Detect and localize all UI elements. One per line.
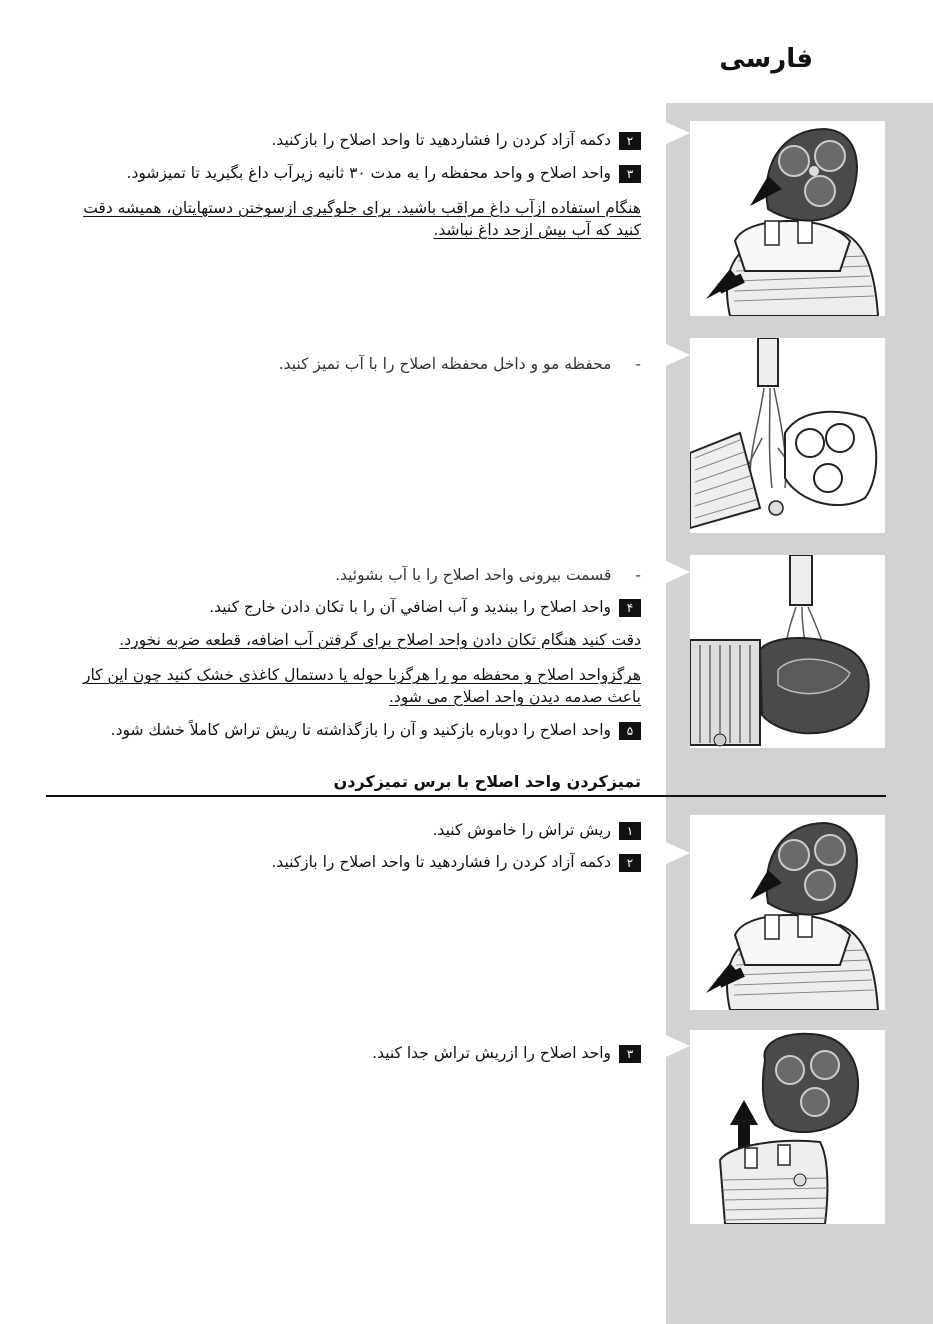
step-text: واحد اصلاح را ببندید و آب اضافي آن را با تکان دادن خارج کنید.	[209, 598, 611, 616]
step-4-close-shake	[209, 595, 641, 619]
step-text: ریش تراش را خاموش کنید.	[432, 821, 611, 839]
step-number: ۵	[619, 722, 641, 740]
step-1-switch-off	[433, 818, 642, 842]
illustration-remove-shaving-unit	[690, 1030, 885, 1224]
bullet-dash: -	[635, 566, 641, 584]
pointer-arrow	[666, 122, 690, 144]
section-divider	[46, 795, 886, 797]
caution-towel-line2: باعث صدمه دیدن واحد اصلاح می شود.	[389, 688, 641, 706]
step-number: ۲	[619, 854, 641, 872]
bullet-rinse-hair-chamber	[279, 352, 641, 376]
step-number: ۲	[619, 132, 641, 150]
step-text: واحد اصلاح و واحد محفظه را به مدت ۳۰ ثانیه زیرآب داغ بگیرید تا تمیزشود.	[126, 164, 611, 182]
step-3-hot-water	[127, 161, 641, 185]
step-text: دکمه آزاد کردن را فشاردهید تا واحد اصلاح را بازکنید.	[271, 853, 611, 871]
caution-towel-line1: هرگزواحد اصلاح و محفظه مو را هرگزبا حوله یا دستمال کاغذی خشک کنید چون این کار	[82, 666, 641, 684]
illustration-open-head	[690, 121, 885, 316]
step-text: دکمه آزاد کردن را فشاردهید تا واحد اصلاح را بازکنید.	[271, 131, 611, 149]
illustration-rinse-hair-chamber	[690, 338, 885, 533]
step-number: ۱	[619, 822, 641, 840]
bullet-text: محفظه مو و داخل محفظه اصلاح را با آب تمیز کنید.	[278, 355, 612, 373]
pointer-arrow	[666, 1035, 690, 1057]
step-text: واحد اصلاح را ازریش تراش جدا کنید.	[372, 1044, 611, 1062]
pointer-arrow	[666, 561, 690, 583]
step-2-release-button	[271, 128, 641, 152]
step-5-dry	[111, 718, 641, 742]
pointer-arrow	[666, 344, 690, 366]
step-3-remove-unit	[372, 1041, 641, 1065]
caution-shaking: دقت کنید هنگام تکان دادن واحد اصلاح برای گرفتن آب اضافه، قطعه ضربه نخورد.	[119, 631, 641, 649]
illustration-open-head-brush	[690, 815, 885, 1010]
pointer-arrow	[666, 842, 690, 864]
illustration-rinse-shaving-unit	[690, 555, 885, 748]
step-2-release-button	[271, 850, 641, 874]
step-number: ۳	[619, 1045, 641, 1063]
hot-water-warning-line2: کنید که آب بیش ازحد داغ نباشد.	[433, 221, 641, 239]
step-number: ۴	[619, 599, 641, 617]
step-number: ۳	[619, 165, 641, 183]
bullet-dash: -	[635, 355, 641, 373]
step-text: واحد اصلاح را دوباره بازکنید و آن را بازگذاشته تا ریش تراش کاملاً خشك شود.	[110, 721, 611, 739]
hot-water-warning-line1: هنگام استفاده ازآب داغ مراقب باشید. برای جلوگیری ازسوختن دستهایتان، همیشه دقت	[83, 199, 641, 217]
section-heading-brush-cleaning: تمیزکردن واحد اصلاح با برس تمیزکردن	[333, 772, 641, 791]
language-title: فارسی	[719, 44, 813, 74]
bullet-text: قسمت بیرونی واحد اصلاح را با آب بشوئید.	[335, 566, 612, 584]
bullet-rinse-outside	[335, 563, 641, 587]
